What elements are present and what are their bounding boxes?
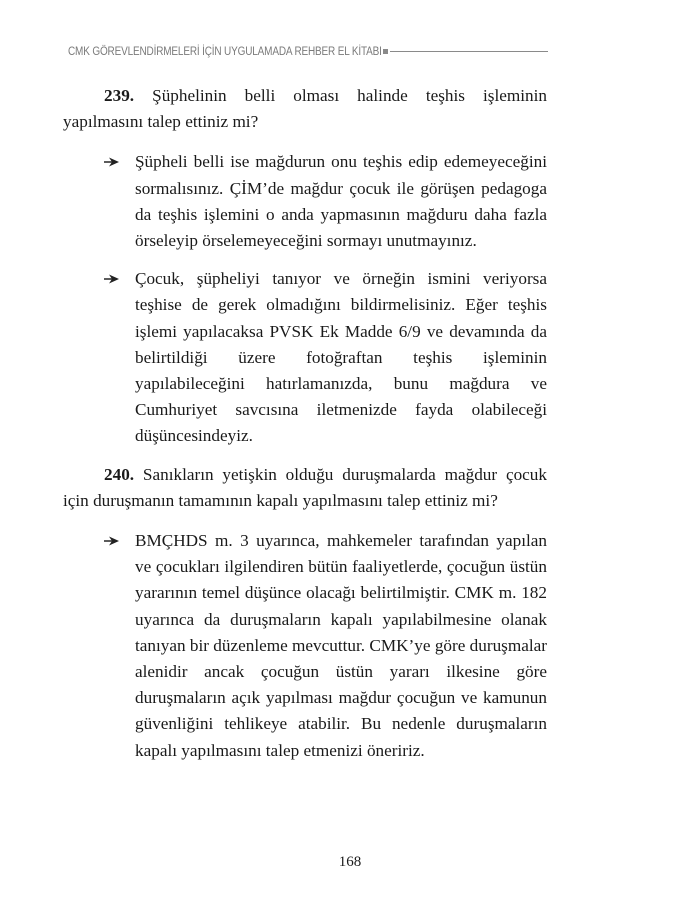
running-header bbox=[68, 41, 548, 61]
answer-text: Şüpheli belli ise mağdurun onu teşhis edip edemeyeceğini sormalısınız. ÇİM’de mağdur çocuk ile görüşen pedagoga da teşhis işlemini o anda yapmasının mağduru daha fazla örseleyip örselemeyeceğini sormayı unutmayınız. bbox=[135, 152, 547, 251]
question-240 bbox=[63, 462, 547, 514]
answer-list bbox=[63, 528, 547, 764]
question-number: 239. bbox=[104, 86, 135, 105]
question-text: Sanıkların yetişkin olduğu duruşmalarda mağdur çocuk için duruşmanın tamamının kapalı yapılmasını talep ettiniz mi? bbox=[63, 464, 547, 510]
question-239 bbox=[63, 83, 547, 135]
running-header-title: CMK GÖREVLENDİRMELERİ İÇİN UYGULAMADA REHBER EL KİTABI bbox=[68, 44, 382, 58]
arrow-right-icon bbox=[103, 535, 121, 547]
arrow-right-icon bbox=[103, 273, 121, 285]
answer-text: BMÇHDS m. 3 uyarınca, mahkemeler tarafından yapılan ve çocukları ilgilendiren bütün faaliyetlerde, çocuğun üstün yararının temel düşünce olacağı belirtilmiştir. CMK m. 182 uyarınca da duruşmaların kapalı yapılabilmesine olanak tanıyan bir düzenleme mevcuttur. CMK’ye göre duruşmalar alenidir ancak çocuğun üstün yararı ilkesine göre duruşmaların açık yapılması mağdur çocuğun ve kamunun güvenliğini tehlikeye atabilir. Bu nedenle duruşmaların kapalı yapılmasını talep etmenizi öneririz. bbox=[135, 531, 547, 760]
page-number: 168 bbox=[338, 854, 362, 870]
header-square-ornament bbox=[383, 49, 388, 54]
arrow-right-icon bbox=[103, 156, 121, 168]
question-number: 240. bbox=[104, 464, 135, 484]
header-rule bbox=[390, 51, 548, 52]
question-text: Şüphelinin belli olması halinde teşhis işleminin yapılmasını talep ettiniz mi? bbox=[63, 86, 547, 132]
page-body bbox=[63, 83, 547, 776]
answer-text: Çocuk, şüpheliyi tanıyor ve örneğin ismini veriyorsa teşhise de gerek olmadığını bildirmelisiniz. Eğer teşhis işlemi yapılacaksa PVSK Ek Madde 6/9 ve devamında da belirtildiği üzere fotoğraftan teşhis işleminin yapılabileceğini hatırlamanızda, bunu mağdura ve Cumhuriyet savcısına iletmenizde fayda olabileceği düşüncesindeyiz. bbox=[135, 269, 547, 446]
answer-list bbox=[63, 149, 547, 449]
answer-item bbox=[63, 266, 547, 449]
answer-item bbox=[63, 528, 547, 764]
answer-item bbox=[63, 149, 547, 254]
